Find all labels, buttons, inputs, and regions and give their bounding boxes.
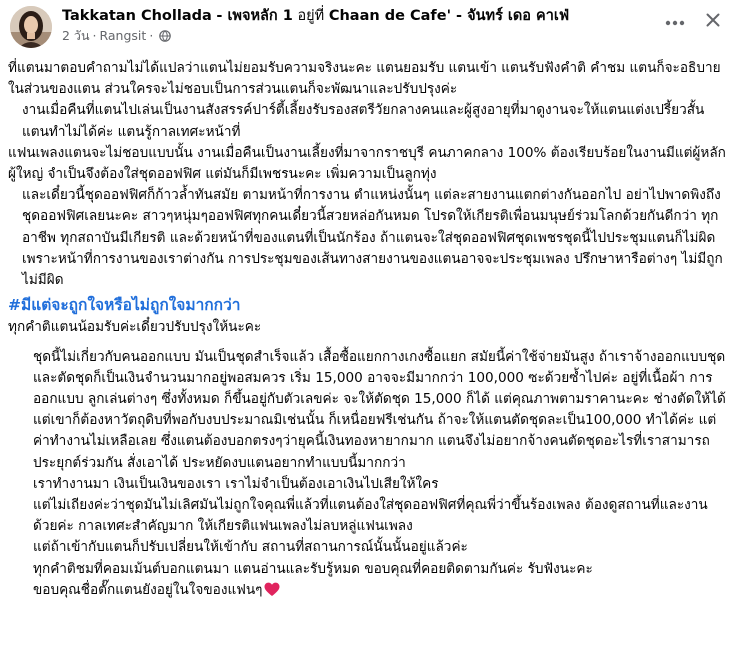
paragraph: แฟนเพลงแตนจะไม่ชอบแบบนั้น งานเมื่อคืนเป็นงานเลี้ยงที่มาจากราชบุรี คนภาคกลาง 100% ต้องเรียบร้อยในงานมีแต่ผู้หลักผู้ใหญ่ จำเป็นจึงต้องใส่ชุดออฟฟิศ แต่มันก็มีเพชรนะคะ เพิ่มความเป็นลูกทุ่ง	[8, 144, 726, 183]
paragraph: ที่แตนมาตอบคำถามไม่ได้แปลว่าแตนไม่ยอมรับความจริงนะคะ แตนยอมรับ แตนเข้า แตนรับฟังคำติ คำชม แตนก็จะอธิบายในส่วนของแตน ส่วนใครจะไม่ชอบเป็นการส่วนแตนก็จะพัฒนาและปรับปรุงค่ะ	[8, 60, 721, 98]
place-name[interactable]: Chaan de Cafe' - จันทร์ เดอ คาเฟ่	[328, 8, 570, 24]
author-name[interactable]: Takkatan Chollada	[62, 8, 212, 24]
paragraph: เราทำงานมา เงินเป็นเงินของเรา เราไม่จำเป็นต้องเอาเงินไปเสียให้ใคร	[33, 475, 439, 492]
paragraph: ชุดนี้ไม่เกี่ยวกับคนออกแบบ มันเป็นชุดสำเร็จแล้ว เสื้อซื้อแยกกางเกงซื้อแยก สมัยนี้ค่าใช้จ่ายมันสูง ถ้าเราจ้างออกแบบชุดและตัดชุดก็เป็นเงินจำนวนมากอยู่พอสมควร เริ่ม 15,000 อาจจะมีมากกว่า 100,000 ซะด้วยซ้ำไปค่ะ อยู่ที่เนื้อผ้า การออกแบบ ลูกเล่นต่างๆ ซึ่งทั้งหมด ก็ขึ้นอยู่กับตัวเลขค่ะ จะให้ตัดชุด 15,000 ก็ได้ แต่คุณภาพตามราคานะคะ ช่างตัดให้ได้ แต่เขาก็ต้องหาวัตถุดิบที่พอกับงบประมาณมิเช่นนั้น ก็เหนื่อยฟรีเช่นกัน ถ้าจะให้แตนตัดชุดละเป็น100,000 ทำได้ค่ะ แต่ค่าทำงานไม่เหลือเลย ซึ่งแตนต้องบอกตรงๆว่ายุคนี้เงินทองหายากมาก แตนจึงไม่อยากจ้างคนตัดชุดอะไรที่เราสามารถประยุกต์ร่วมกัน สั่งเอาได้ ประหยัดงบแตนอยากทำแบบนี้มากกว่า	[33, 348, 726, 471]
post-location[interactable]: Rangsit	[99, 28, 147, 43]
post-time[interactable]: 2 วัน	[62, 28, 90, 43]
paragraph: แต่ไม่เถียงค่ะว่าชุดมันไม่เลิศมันไม่ถูกใจคุณพี่แล้วที่แตนต้องใส่ชุดออฟฟิศที่คุณพี่ว่าขึ้นร้องเพลง ต้องดูสถานที่และงานด้วยค่ะ กาลเทศะสำคัญมาก ให้เกียรติแฟนเพลงไม่ลบหลู่แฟนเพลง	[33, 497, 708, 535]
paragraph: งานเมื่อคืนที่แตนไปเล่นเป็นงานสังสรรค์ปาร์ตี้เลี้ยงรับรองสตรีวัยกลางคนและผู้สูงอายุที่มาดูงานจะให้แตนแต่งเปรี้ยวสั้น แตนทำไม่ได้ค่ะ แตนรู้กาลเทศะหน้าที่	[22, 102, 705, 140]
location-connector: อยู่ที่	[297, 8, 325, 24]
more-dots-icon	[665, 11, 685, 30]
post-meta: 2 วัน · Rangsit ·	[62, 28, 171, 46]
avatar[interactable]	[10, 6, 52, 48]
paragraph: ทุกคำติแตนน้อมรับค่ะเดี๋ยวปรับปรุงให้นะคะ	[8, 319, 262, 336]
close-button[interactable]	[700, 8, 726, 34]
closing-text: ขอบคุณชื่อตั๊กแตนยังอยู่ในใจของแฟนๆ	[33, 581, 263, 598]
avatar-image	[10, 6, 52, 48]
globe-icon[interactable]	[159, 30, 171, 46]
post-header	[0, 0, 739, 56]
paragraph: และเดี๋ยวนี้ชุดออฟฟิศก็ก้าวล้ำทันสมัย ตามหน้าที่การงาน ตำแหน่งนั้นๆ แต่ละสายงานแตกต่างกันออกไป อย่าไปพาดพิงถึงชุดออฟฟิศเลยนะคะ สาวๆหนุ่มๆออฟฟิศทุกคนเดี๋ยวนี้สวยหล่อกันหมด โปรดให้เกียรติเพื่อนมนุษย์ร่วมโลกด้วยกันดีกว่า ทุกอาชีพ ทุกสถาบันมีเกียรติ และด้วยหน้าที่ของแตนที่เป็นนักร้อง ถ้าแตนจะใส่ชุดออฟฟิศชุดเพชรชุดนี้ไปประชุมแตนก็ไม่ผิด เพราะหน้าที่การงานของเราต่างกัน การประชุมของเส้นทางสายงานของแตนอาจจะประชุมเพลง ปรึกษาหารือต่างๆ ไม่มีถูก ไม่มีผิด	[22, 187, 723, 289]
post-message	[8, 58, 732, 604]
red-heart-icon	[264, 582, 280, 604]
author-role[interactable]: เพจหลัก 1	[227, 8, 293, 24]
more-options-button[interactable]	[661, 8, 689, 32]
hashtag-link[interactable]: #มีแต่จะถูกใจหรือไม่ถูกใจมากกว่า	[8, 296, 241, 315]
author-line: Takkatan Chollada - เพจหลัก 1 อยู่ที่ Chaan de Cafe' - จันทร์ เดอ คาเฟ่	[62, 8, 570, 24]
paragraph-closing	[8, 580, 732, 604]
paragraph: ทุกคำติชมที่คอมเม้นต์บอกแตนมา แตนอ่านและรับรู้หมด ขอบคุณที่คอยติดตามกันค่ะ รับฟังนะคะ	[33, 560, 593, 577]
paragraph: แต่ถ้าเข้ากับแตนก็ปรับเปลี่ยนให้เข้ากับ สถานที่สถานการณ์นั้นนั้นอยู่แล้วค่ะ	[33, 539, 468, 556]
close-icon	[706, 12, 720, 31]
